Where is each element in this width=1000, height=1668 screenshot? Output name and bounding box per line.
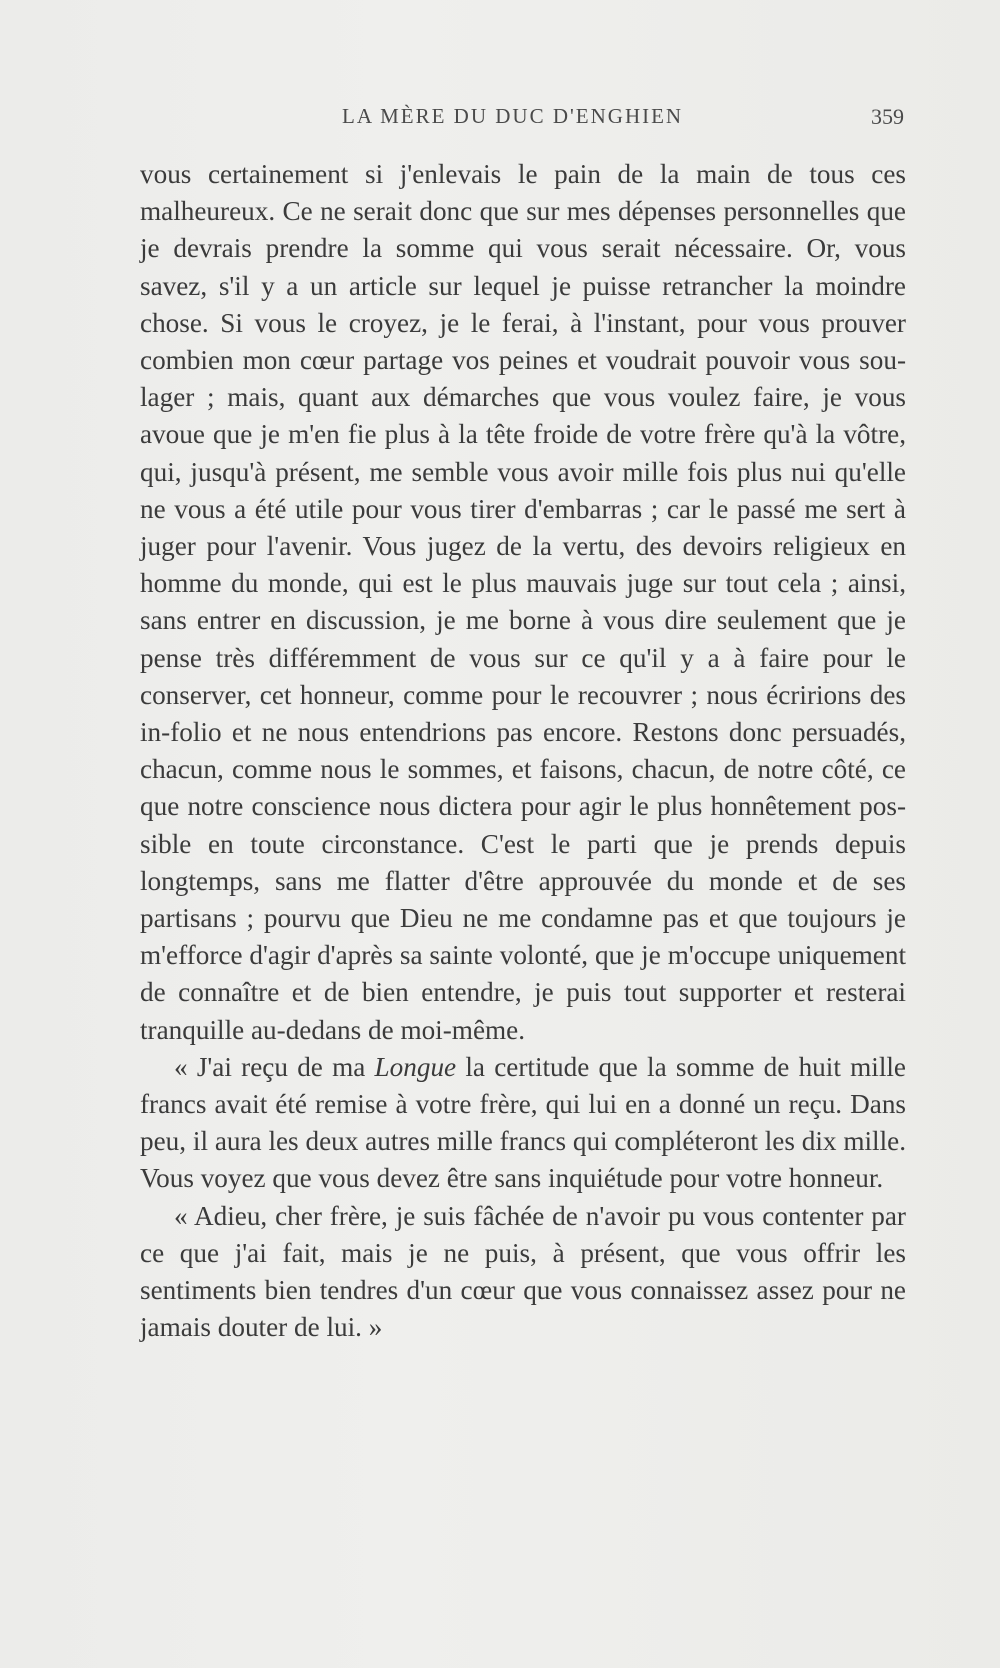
body-text [140,156,906,1347]
running-title: LA MÈRE DU DUC D'ENGHIEN [342,104,684,128]
paragraph-3: « Adieu, cher frère, je suis fâchée de n'avoir pu vous contenter par ce que j'ai fait, mais je ne puis, à présent, que vous offrir les sentiments bien tendres d'un cœur que vous connaissez assez pour ne jamais douter de lui. » [140,1200,906,1343]
paragraph-2-text-end: la certitude que la somme de huit mille francs avait été remise à votre frère, qui lui en a donné un reçu. Dans peu, il aura les deux autres mille francs qui compléteront les dix mille. Vous voyez que vous devez être sans inquiétude pour votre honneur. [140,1051,906,1194]
paragraph-2-text-start: « J'ai reçu de ma [174,1051,375,1082]
page-number: 359 [871,104,904,129]
paragraph-2-italic-word: Longue [374,1051,457,1082]
paragraph-2 [140,1049,906,1198]
paragraph-1: vous certainement si j'enlevais le pain de la main de tous ces malheureux. Ce ne serait donc que sur mes dépenses personnelles que je devrais prendre la somme qui vous serait nécessaire. Or, vous savez, s'il y a un article sur lequel je puisse retrancher la moindre chose. Si vous le croyez, je le ferai, à l'instant, pour vous prouver combien mon cœur partage vos peines et voudrait pouvoir vous soulager ; mais, quant aux démarches que vous voulez faire, je vous avoue que je m'en fie plus à la tête froide de votre frère qu'à la vôtre, qui, jusqu'à présent, me semble vous avoir mille fois plus nui qu'elle ne vous a été utile pour vous tirer d'embarras ; car le passé me sert à juger pour l'avenir. Vous jugez de la vertu, des devoirs religieux en homme du monde, qui est le plus mauvais juge sur tout cela ; ainsi, sans entrer en discussion, je me borne à vous dire seulement que je pense très différemment de vous sur ce qu'il y a à faire pour le conserver, cet honneur, comme pour le recouvrer ; nous écririons des in-folio et ne nous entendrions pas encore. Restons donc persuadés, chacun, comme nous le sommes, et faisons, chacun, de notre côté, ce que notre conscience nous dictera pour agir le plus honnêtement possible en toute circonstance. C'est le parti que je prends depuis longtemps, sans me flatter d'être approuvée du monde et de ses partisans ; pourvu que Dieu ne me condamne pas et que toujours je m'efforce d'agir d'après sa sainte volonté, que je m'occupe uniquement de connaître et de bien entendre, je puis tout supporter et resterai tranquille au-dedans de moi-même. [140,159,906,1045]
page-header [142,104,904,140]
